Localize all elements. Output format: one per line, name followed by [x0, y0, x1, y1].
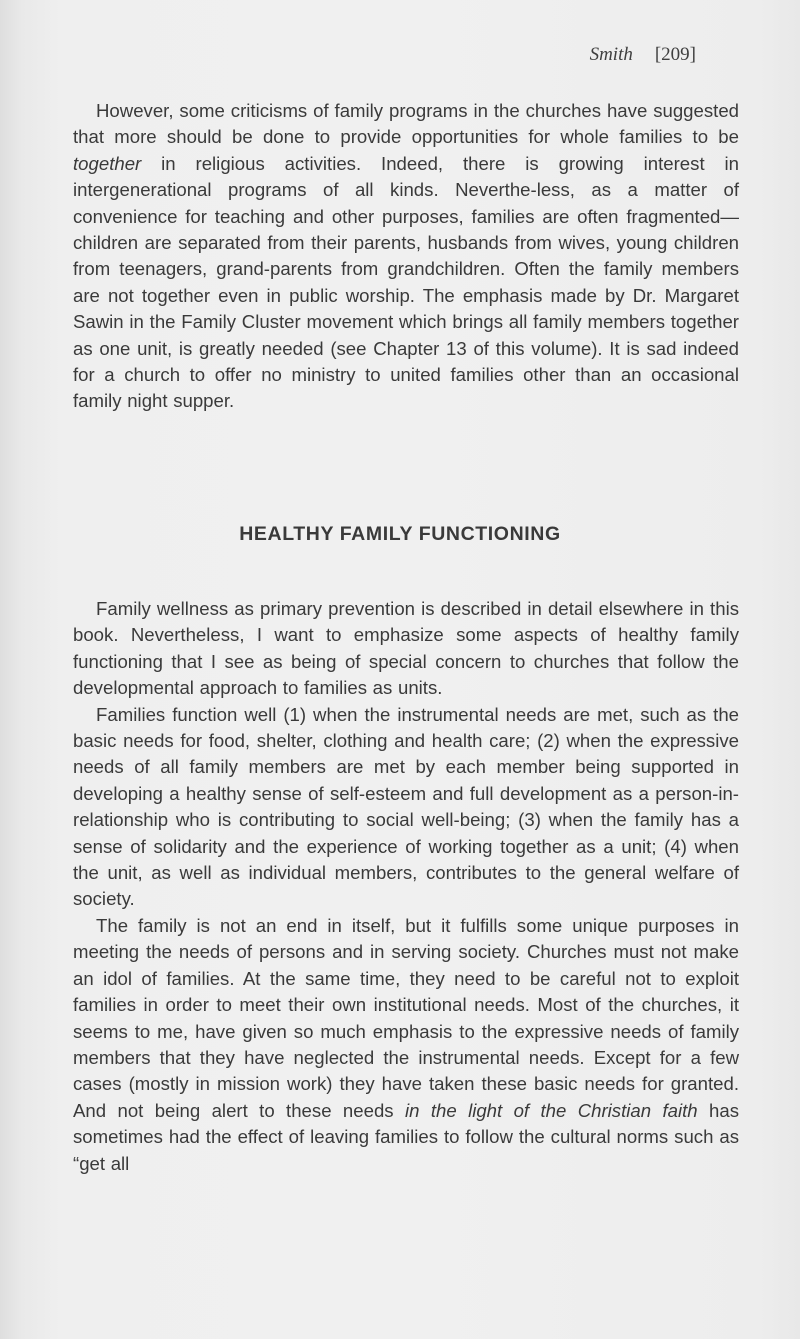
- body-text: in religious activities. Indeed, there is growing interest in intergenerational programs of all kinds. Neverthe-less, as a matter of convenience for teaching and other purposes, families are often fragmented—children are separated from their parents, husbands from wives, young children from teenagers, grand-parents from grandchildren. Often the family members are not together even in public worship. The emphasis made by Dr. Margaret Sawin in the Family Cluster movement which brings all family members together as one unit, is greatly needed (see Chapter 13 of this volume). It is sad indeed for a church to offer no ministry to united families other than an occasional family night supper.: [73, 152, 739, 412]
- paragraph: [73, 596, 739, 702]
- italic-text: in the light of the Christian faith: [404, 1099, 698, 1121]
- italic-text: together: [73, 152, 142, 174]
- running-header-author: Smith: [589, 44, 633, 65]
- paragraph: [73, 702, 739, 913]
- body-text: The family is not an end in itself, but it fulfills some unique purposes in meeting the needs of persons and in serving society. Churches must not make an idol of families. At the same time, they need to be careful not to exploit families in order to meet their own institutional needs. Most of the churches, it seems to me, have given so much emphasis to the expressive needs of family members that they have neglected the instrumental needs. Except for a few cases (mostly in mission work) they have taken these basic needs for granted. And not being alert to these needs: [73, 914, 739, 1121]
- paragraph: [73, 913, 739, 1177]
- text-block-after-heading: [73, 596, 739, 1177]
- body-text: Families function well (1) when the instrumental needs are met, such as the basic needs for food, shelter, clothing and health care; (2) when the expressive needs of all family members are met by each member being supported in developing a healthy sense of self-esteem and full development as a person-in-relationship who is contributing to social well-being; (3) when the family has a sense of solidarity and the experience of working together as a unit; (4) when the unit, as well as individual members, contributes to the general welfare of society.: [73, 703, 739, 910]
- body-text: However, some criticisms of family programs in the churches have suggested that more should be done to provide opportunities for whole families to be: [73, 100, 739, 148]
- body-text: has sometimes had the effect of leaving families to follow the cultural norms such as “get all: [73, 1099, 739, 1174]
- text-block-before-heading: [73, 98, 739, 415]
- page-number: [209]: [654, 44, 696, 65]
- paragraph: [73, 98, 739, 415]
- body-text: Family wellness as primary prevention is described in detail elsewhere in this book. Nevertheless, I want to emphasize some aspects of healthy family functioning that I see as being of special concern to churches that follow the developmental approach to families as units.: [73, 598, 739, 699]
- section-heading: HEALTHY FAMILY FUNCTIONING: [239, 523, 561, 545]
- running-header: [590, 44, 696, 66]
